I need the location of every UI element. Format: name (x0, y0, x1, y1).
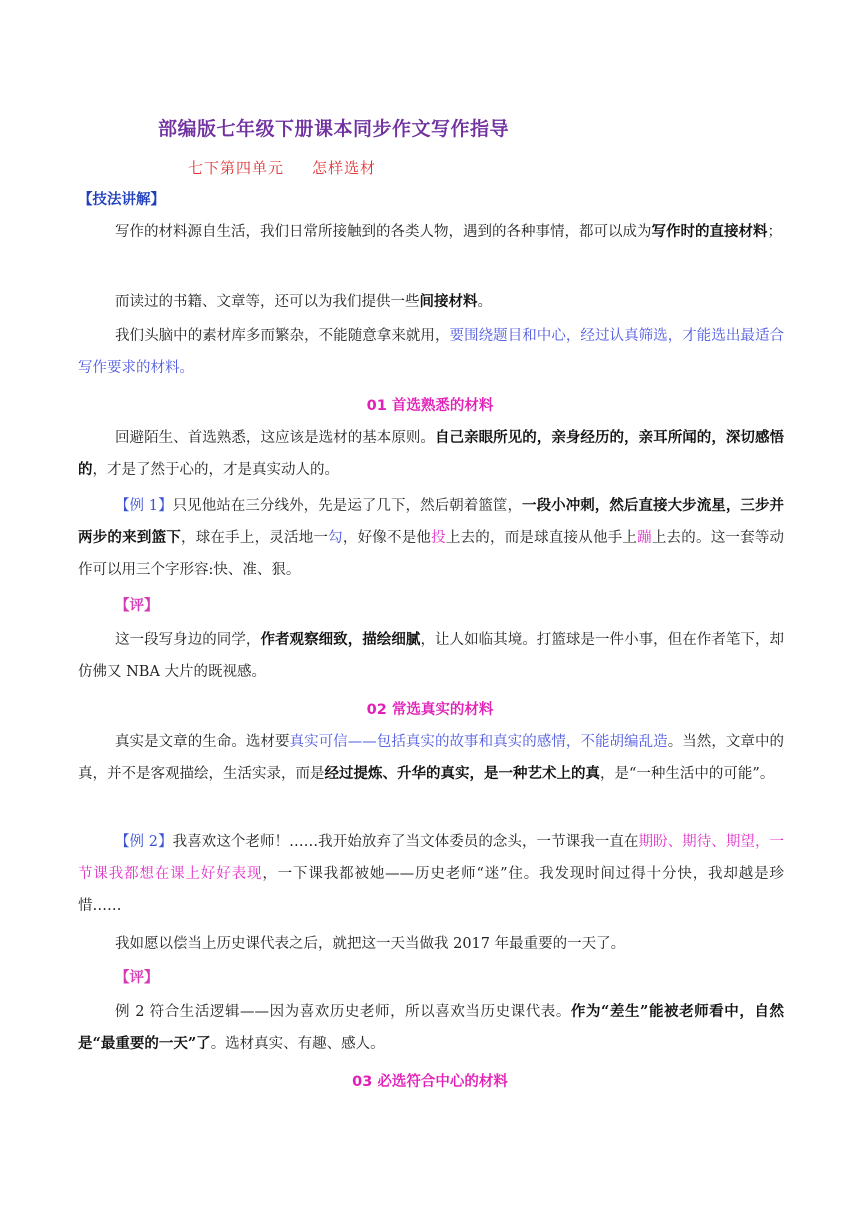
text: 写作的材料源自生活，我们日常所接触到的各类人物，遇到的各种事情，都可以成为 (115, 224, 652, 240)
bold-text: 经过提炼、升华的真实，是一种艺术上的真 (324, 765, 600, 782)
section-label-text: 【技法讲解】 (78, 191, 165, 208)
comment-2 (78, 996, 784, 1060)
text: 只见他站在三分线外，先是运了几下，然后朝着篮筐， (172, 498, 523, 514)
highlight-text: 蹦 (637, 530, 652, 546)
text: ，球在手上，灵活地一 (181, 530, 329, 546)
text: 回避陌生、首选熟悉，这应该是选材的基本原则。 (115, 430, 435, 446)
bold-text: 作者观察细致，描绘细腻 (260, 631, 421, 648)
text: 我喜欢这个老师！……我开始放弃了当文体委员的念头，一节课我一直在 (172, 834, 639, 850)
text: ，好像不是他 (342, 530, 432, 546)
highlight-text: 勾 (328, 530, 343, 546)
text: 例 2 符合生活逻辑——因为喜欢历史老师，所以喜欢当历史课代表。 (115, 1004, 571, 1020)
text: 。 (477, 294, 492, 310)
comment-tag: 【评】 (115, 969, 159, 986)
section-label (78, 184, 784, 216)
text: 。当然，文章中的真，并不是客观描绘，生活实录，而是 (78, 734, 785, 782)
comment-label-1 (78, 590, 784, 622)
subtitle-unit: 七下第四单元 (188, 159, 285, 177)
text: ，才是了然于心的，才是真实动人的。 (92, 462, 339, 478)
text: 这一段写身边的同学， (115, 632, 261, 648)
text: 真实是文章的生命。选材要 (115, 734, 290, 750)
document-subtitle (188, 157, 376, 178)
heading-03: 03 必选符合中心的材料 (352, 1074, 508, 1090)
bold-text: 作为“差生”能被老师看中，自然是“最重要的一天”了 (78, 1003, 784, 1052)
highlight-text: 投 (431, 530, 446, 546)
paragraph-real (78, 726, 784, 790)
example-tag: 【例 2】 (115, 834, 173, 850)
text: 上去的。这一套等动作可以用三个字形容:快、准、狠。 (78, 530, 785, 578)
example-2 (78, 826, 784, 922)
bold-text: 写作时的直接材料 (651, 223, 768, 240)
paragraph-indirect-material (78, 286, 784, 318)
example-1 (78, 490, 784, 586)
text: 上去的，而是球直接从他手上 (445, 530, 638, 546)
heading-01: 01 首选熟悉的材料 (366, 398, 494, 414)
text: ，一下课我都被她——历史老师“迷”住。我发现时间过得十分快，我却越是珍惜…… (78, 866, 784, 914)
text: 我们头脑中的素材库多而繁杂，不能随意拿来就用， (115, 328, 450, 344)
comment-label-2 (78, 962, 784, 994)
text: 。选材真实、有趣、感人。 (210, 1036, 385, 1052)
text: 而读过的书籍、文章等，还可以为我们提供一些 (115, 294, 420, 310)
highlight-text: 期盼、期待、期望，一节课我都想在课上好好表现 (78, 834, 784, 882)
paragraph-direct-material (78, 216, 784, 248)
highlight-text: 要围绕题目和中心，经过认真筛选，才能选出最适合写作要求的材料。 (78, 328, 785, 376)
example-tag: 【例 1】 (115, 498, 173, 514)
text: ； (767, 224, 782, 240)
text: ，让人如临其境。打篮球是一件小事，但在作者笔下，却仿佛又 NBA 大片的既视感。 (78, 632, 785, 680)
paragraph-selection (78, 320, 784, 384)
paragraph-familiar (78, 422, 784, 486)
highlight-text: 真实可信——包括真实的故事和真实的感情，不能胡编乱造 (289, 734, 668, 750)
comment-tag: 【评】 (115, 597, 159, 614)
bold-text: 间接材料 (419, 293, 478, 310)
comment-1 (78, 624, 784, 688)
subtitle-topic: 怎样选材 (312, 159, 377, 177)
paragraph-wish (78, 928, 784, 960)
heading-02: 02 常选真实的材料 (366, 702, 494, 718)
text: 我如愿以偿当上历史课代表之后，就把这一天当做我 2017 年最重要的一天了。 (115, 936, 626, 952)
text: ，是“一种生活中的可能”。 (600, 766, 775, 782)
document-title: 部编版七年级下册课本同步作文写作指导 (158, 118, 510, 140)
bold-text: 自己亲眼所见的，亲身经历的，亲耳所闻的，深切感悟的 (78, 429, 785, 478)
bold-text: 一段小冲刺，然后直接大步流星，三步并两步的来到篮下 (78, 497, 784, 546)
